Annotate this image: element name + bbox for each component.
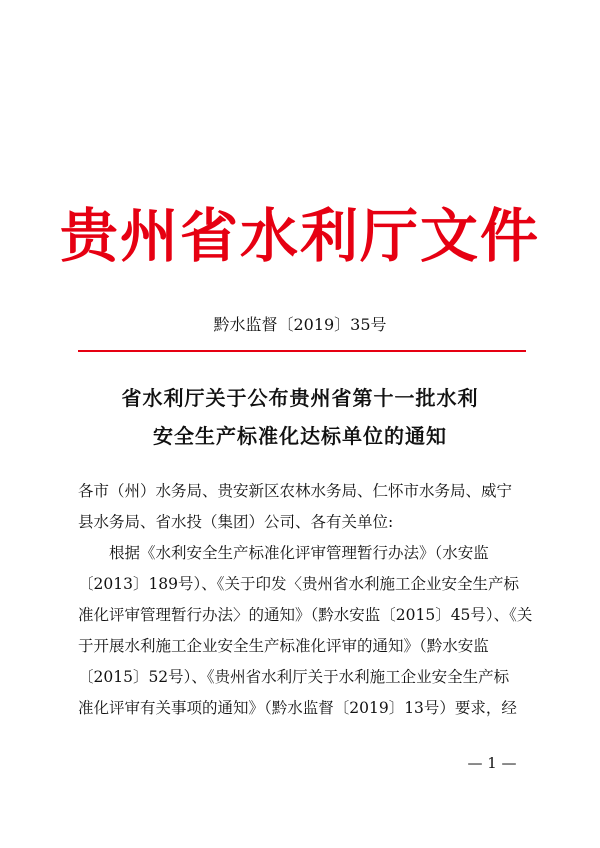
agency-header-title: 贵州省水利厅文件 (59, 202, 540, 270)
body-line-8: 准化评审有关事项的通知》（黔水监督〔2019〕13号）要求，经 (78, 699, 517, 717)
notice-title-line-1: 省水利厅关于公布贵州省第十一批水利 (121, 386, 479, 410)
body-line-6: 于开展水利施工企业安全生产标准化评审的通知》（黔水安监 (78, 637, 489, 655)
body-line-3: 根据《水利安全生产标准化评审管理暂行办法》（水安监 (78, 544, 489, 562)
red-divider-line (78, 350, 526, 352)
body-line-1: 各市（州）水务局、贵安新区农林水务局、仁怀市水务局、威宁 (78, 482, 513, 500)
body-line-4: 〔2013〕189号）、《关于印发〈贵州省水利施工企业安全生产标 (78, 575, 520, 593)
page-number: — 1 — (467, 754, 517, 772)
body-line-7: 〔2015〕52号）、《贵州省水利厅关于水利施工企业安全生产标 (78, 668, 510, 686)
document-number: 黔水监督〔2019〕35号 (213, 315, 387, 334)
body-line-2: 县水务局、省水投（集团）公司、各有关单位: (78, 513, 394, 531)
notice-title-line-2: 安全生产标准化达标单位的通知 (153, 424, 447, 448)
body-line-5: 准化评审管理暂行办法〉的通知》（黔水安监〔2015〕45号）、《关 (78, 606, 533, 624)
